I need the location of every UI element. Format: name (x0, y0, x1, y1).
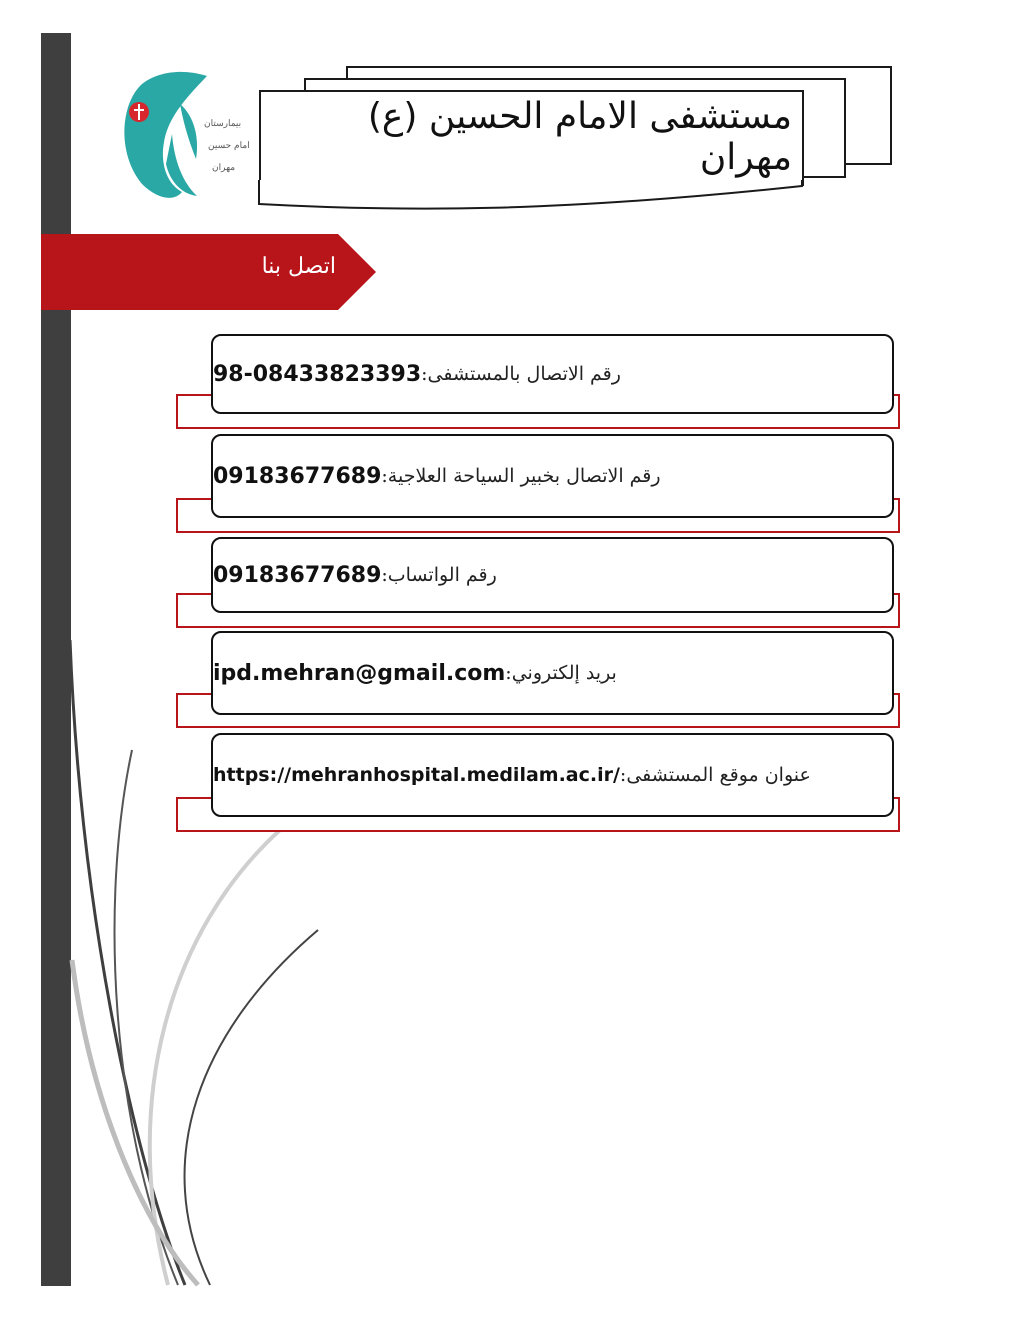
svg-text:بیمارستان: بیمارستان (204, 119, 242, 129)
contact-card (211, 537, 894, 613)
email-link[interactable]: ipd.mehran@gmail.com (213, 660, 506, 686)
page-title: مستشفى الامام الحسين (ع) مهران (367, 96, 792, 178)
contact-value: 09183677689 (213, 562, 382, 588)
title-frame-wave (257, 180, 807, 216)
contact-label: بريد إلكتروني: (505, 662, 617, 684)
contact-card (211, 733, 894, 817)
svg-text:مهران: مهران (212, 163, 236, 173)
svg-text:امام حسین: امام حسین (208, 141, 250, 151)
contact-value: 09183677689 (213, 463, 382, 489)
website-link[interactable]: https://mehranhospital.medilam.ac.ir/ (213, 764, 620, 786)
contact-label: رقم الاتصال بخبير السياحة العلاجية: (381, 465, 661, 487)
contact-heading: اتصل بنا (261, 254, 336, 279)
contact-card (211, 631, 894, 715)
contact-label: عنوان موقع المستشفى: (619, 764, 811, 786)
contact-card (211, 334, 894, 414)
contact-card (211, 434, 894, 518)
contact-value: 98-08433823393 (213, 361, 422, 387)
hospital-logo-icon (112, 64, 250, 204)
contact-label: رقم الواتساب: (381, 564, 497, 586)
contact-label: رقم الاتصال بالمستشفى: (421, 363, 621, 385)
